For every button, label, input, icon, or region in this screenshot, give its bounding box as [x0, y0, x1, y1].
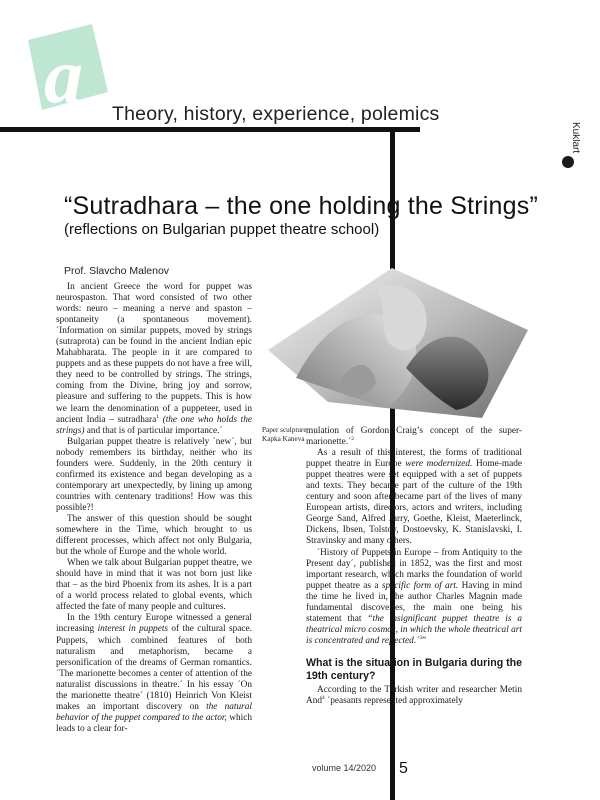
- side-brand-graphic: [556, 120, 580, 190]
- footnote-ref: 1: [156, 413, 159, 420]
- text-emphasis: interest in puppets: [97, 624, 169, 635]
- paragraph: Bulgarian puppet theatre is relatively ´new´, but nobody remembers its birthday, neither who its founders were. Suddenly, in the 20th century it confirmed its existence and began developing as a contemporary art unexpectedly, by lining up among countries with centenary traditions! How was this possible?!: [56, 436, 252, 513]
- caption-line: Kapka Kaneva: [262, 434, 305, 443]
- paper-sculpture-image: [256, 258, 540, 426]
- right-column: [306, 426, 522, 707]
- paragraph: [56, 282, 252, 437]
- text-run: and that is of particular importance.´: [86, 425, 223, 436]
- header-rule: [0, 127, 420, 132]
- text-emphasis: were modernized.: [405, 459, 473, 470]
- page-number: 5: [399, 760, 408, 777]
- paragraph: [306, 685, 522, 707]
- text-run: As a result of this interest, the forms of traditional puppet theatre in Europe: [306, 448, 522, 470]
- paragraph: [306, 548, 522, 647]
- footnote-ref: 3: [419, 634, 422, 641]
- text-emphasis: “the insignificant puppet theatre is a theatrical micro cosmos, in which the whole theatrical art is concentrated and reflected.´: [306, 613, 522, 646]
- left-column: [56, 282, 252, 735]
- text-run: which leads to a clear for-: [56, 712, 252, 734]
- sculpture-graphic: [256, 258, 540, 426]
- text-run: Home-made puppet theatres were set equipped with a set of puppets and texts. They became part of the culture of the 19th century and soon after became part of the lives of many European artists, directors, actors and writers, including George Sand, Alfred Jarry, Goethe, Kleist, Maeterlinck, Dickens, Ibsen, Tolstoy, Dostoevsky, K. Stanislavski, I. Stravinsky and many others.: [306, 459, 522, 547]
- paragraph: [306, 448, 522, 547]
- paragraph: When we talk about Bulgarian puppet theatre, we should have in mind that it was not born just like that – as the bird Phoenix from its ashes. It is a part of a world process related to global events, which affected the fate of many people and cultures.: [56, 558, 252, 613]
- paragraph: [56, 613, 252, 735]
- footnote-ref: 4: [322, 694, 325, 701]
- image-caption: [262, 426, 307, 444]
- section-subheading: What is the situation in Bulgaria during the 19th century?: [306, 656, 522, 682]
- side-brand-text: Kuklаrt: [570, 122, 580, 154]
- text-run: In the 19th century Europe witnessed a general increasing: [56, 613, 252, 635]
- section-title: Theory, history, experience, polemics: [112, 103, 440, 125]
- text-run: ´peasants represented approximately: [327, 695, 463, 706]
- footnote-ref: 2: [351, 435, 354, 442]
- side-brand: [556, 120, 580, 190]
- side-brand-mark: [562, 156, 574, 168]
- paragraph: [306, 426, 522, 448]
- article-title: “Sutradhara – the one holding the Strings”: [64, 192, 538, 220]
- logo-letter: a: [44, 32, 83, 119]
- paragraph: The answer of this question should be sought somewhere in the Time, which brought to us different processes, which affect not only Bulgaria, but the whole of Europe and the whole world.: [56, 513, 252, 558]
- text-emphasis: specific form of art.: [381, 580, 459, 591]
- text-run: ´History of Puppets in Europe – from Antiquity to the Present day´, published in 1852, was the first and most important research, which marks the foundation of world puppet theatre as a: [306, 547, 522, 591]
- text-run: mulation of Gordon Craig’s concept of the super-marionette.´: [306, 426, 522, 448]
- text-emphasis: the natural behavior of the puppet compared to the actor,: [56, 701, 253, 723]
- footer-volume: volume 14/2020: [312, 763, 377, 773]
- text-run: Having in mind the time he lived in, the author Charles Magnin made fundamental discoveries, the main one being his statement that: [306, 580, 522, 624]
- text-emphasis: (the one who holds the strings): [56, 414, 252, 436]
- caption-line: Paper sculpture: [262, 426, 307, 434]
- text-run: ”: [422, 635, 427, 646]
- magazine-logo: [22, 18, 114, 128]
- text-run: According to the Turkish writer and researcher Metin And: [306, 684, 522, 706]
- text-run: of the cultural space. Puppets, which combined features of both naturalism and metaphorism, became a personification of the dreams of German romantics. ´The marionette becomes a center of attention of the naturalist discussions in theatre.´ In his essay ´On the marionette theatre´ (1810) Heinrich Von Kleist makes an important discovery on: [56, 624, 252, 712]
- article-author: Prof. Slavcho Malenov: [64, 265, 170, 277]
- logo-graphic: [22, 18, 114, 128]
- text-run: In ancient Greece the word for puppet was neurospaston. That word consisted of two other words: neuro – meaning a nerve and spaston – spontaneity (a spontaneous movement). ´Information on similar puppets, moved by strings (sutraprota) can be found in the ancient Indian epic Mahabharata. The people in it are compared to puppets and as these puppets do not have a free will, they need to be controlled by strings. The strings, coming from the Divine, bring joy and sorrow, pleasure and suffering to the puppets. This is how we learn the denomination of a puppeteer, used in ancient India – sutradhara: [56, 282, 252, 425]
- article-subtitle: (reflections on Bulgarian puppet theatre school): [64, 221, 380, 238]
